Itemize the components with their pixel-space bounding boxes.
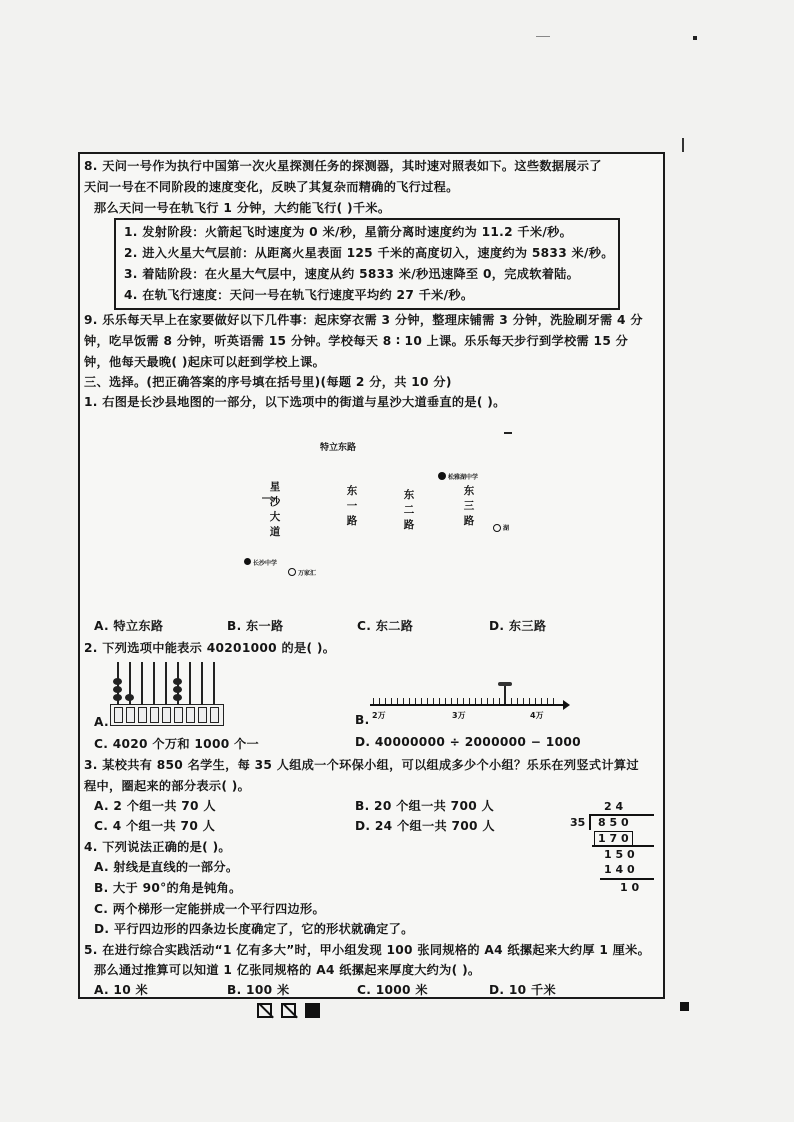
speed-item-3: 3. 着陆阶段：在火星大气层中，速度从约 5833 米/秒迅速降至 0，完成软着陆。: [124, 267, 580, 281]
answer-mark-filled-box-icon: [305, 1003, 320, 1018]
c3-option-b: B. 20 个组一共 700 人: [355, 799, 495, 813]
c2-option-b-label: B.: [355, 713, 370, 727]
map-label-east-2: 东二路: [403, 489, 415, 531]
q8-line3: 那么天问一号在轨飞行 1 分钟，大约能飞行( )千米。: [94, 201, 391, 215]
division-dividend: 8 5 0: [598, 816, 629, 829]
division-quotient: 2 4: [604, 800, 624, 813]
c5-option-a: A. 10 米: [94, 983, 149, 997]
division-remainder: 1 0: [620, 881, 640, 894]
c5-option-c: C. 1000 米: [357, 983, 428, 997]
answer-mark-slashed-box-icon: [281, 1003, 296, 1018]
speed-item-2: 2. 进入火星大气层前：从距离火星表面 125 千米的高度切入，速度约为 5833 米/秒。: [124, 246, 614, 260]
answer-mark-slashed-box-icon: [257, 1003, 272, 1018]
c2-option-c: C. 4020 个万和 1000 个一: [94, 737, 260, 751]
speed-item-1: 1. 发射阶段：火箭起飞时速度为 0 米/秒，星箭分离时速度约为 11.2 千米/秒。: [124, 225, 573, 239]
c4-option-d: D. 平行四边形的四条边长度确定了，它的形状就确定了。: [94, 922, 414, 936]
c2-stem: 2. 下列选项中能表示 40201000 的是( )。: [84, 641, 336, 655]
map-label-east-1: 东一路: [346, 485, 358, 527]
c4-option-a: A. 射线是直线的一部分。: [94, 860, 239, 874]
q9-line1: 9. 乐乐每天早上在家要做好以下几件事：起床穿衣需 3 分钟，整理床铺需 3 分钟，洗脸刷牙需 4 分: [84, 313, 643, 327]
map-label-school2: 松雅湖中学: [448, 474, 479, 481]
map-label-park: 湖: [503, 525, 510, 532]
c1-option-c: C. 东二路: [357, 619, 414, 633]
c3-line1: 3. 某校共有 850 名学生，每 35 人组成一个环保小组，可以组成多少个小组？乐乐在列竖式计算过: [84, 758, 639, 772]
c1-option-d: D. 东三路: [489, 619, 547, 633]
map-label-plaza: 万家汇: [298, 570, 317, 577]
c5-line2: 那么通过推算可以知道 1 亿张同规格的 A4 纸摞起来厚度大约为( )。: [94, 963, 481, 977]
q8-line2: 天问一号在不同阶段的速度变化，反映了其复杂而精确的飞行过程。: [84, 180, 459, 194]
map-label-teli-road: 特立东路: [320, 443, 357, 453]
c5-line1: 5. 在进行综合实践活动“1 亿有多大”时，甲小组发现 100 张同规格的 A4 纸摞起来大约厚 1 厘米。: [84, 943, 651, 957]
q9-line2: 钟，吃早饭需 8 分钟，听英语需 15 分钟。学校每天 8 ∶ 10 上课。乐乐每天步行到学校需 15 分: [84, 334, 629, 348]
c1-option-a: A. 特立东路: [94, 619, 164, 633]
division-step-3: 1 4 0: [604, 863, 635, 876]
division-circled-part: 1 7 0: [594, 831, 633, 846]
ruler-label-40k: 4万: [530, 711, 544, 720]
c4-option-c: C. 两个梯形一定能拼成一个平行四边形。: [94, 902, 326, 916]
map-label-school: 长沙中学: [253, 560, 278, 567]
c4-stem: 4. 下列说法正确的是( )。: [84, 840, 231, 854]
c2-option-d: D. 40000000 ÷ 2000000 − 1000: [355, 735, 581, 749]
c3-option-a: A. 2 个组一共 70 人: [94, 799, 216, 813]
q8-line1: 8. 天问一号作为执行中国第一次火星探测任务的探测器，其时速对照表如下。这些数据展示了: [84, 159, 602, 173]
c1-option-b: B. 东一路: [227, 619, 284, 633]
c3-option-d: D. 24 个组一共 700 人: [355, 819, 495, 833]
speed-item-4: 4. 在轨飞行速度：天问一号在轨飞行速度平均约 27 千米/秒。: [124, 288, 474, 302]
c2-option-a-label: A.: [94, 715, 109, 729]
c3-option-c: C. 4 个组一共 70 人: [94, 819, 216, 833]
ruler-label-20k: 2万: [372, 711, 386, 720]
ruler-label-30k: 3万: [452, 711, 466, 720]
c1-stem: 1. 右图是长沙县地图的一部分，以下选项中的街道与星沙大道垂直的是( )。: [84, 395, 506, 409]
q9-line3: 钟，他每天最晚( )起床可以赶到学校上课。: [84, 355, 326, 369]
division-divisor: 35: [570, 816, 586, 829]
c3-line2: 程中，圈起来的部分表示( )。: [84, 779, 251, 793]
map-label-east-3: 东三路: [463, 485, 475, 527]
c5-option-d: D. 10 千米: [489, 983, 556, 997]
c4-option-b: B. 大于 90°的角是钝角。: [94, 881, 242, 895]
section-3-heading: 三、选择。(把正确答案的序号填在括号里)(每题 2 分，共 10 分): [84, 375, 452, 389]
c5-option-b: B. 100 米: [227, 983, 290, 997]
map-label-xingsha-avenue: 星沙大道: [269, 481, 281, 538]
division-step-2: 1 5 0: [604, 848, 635, 861]
